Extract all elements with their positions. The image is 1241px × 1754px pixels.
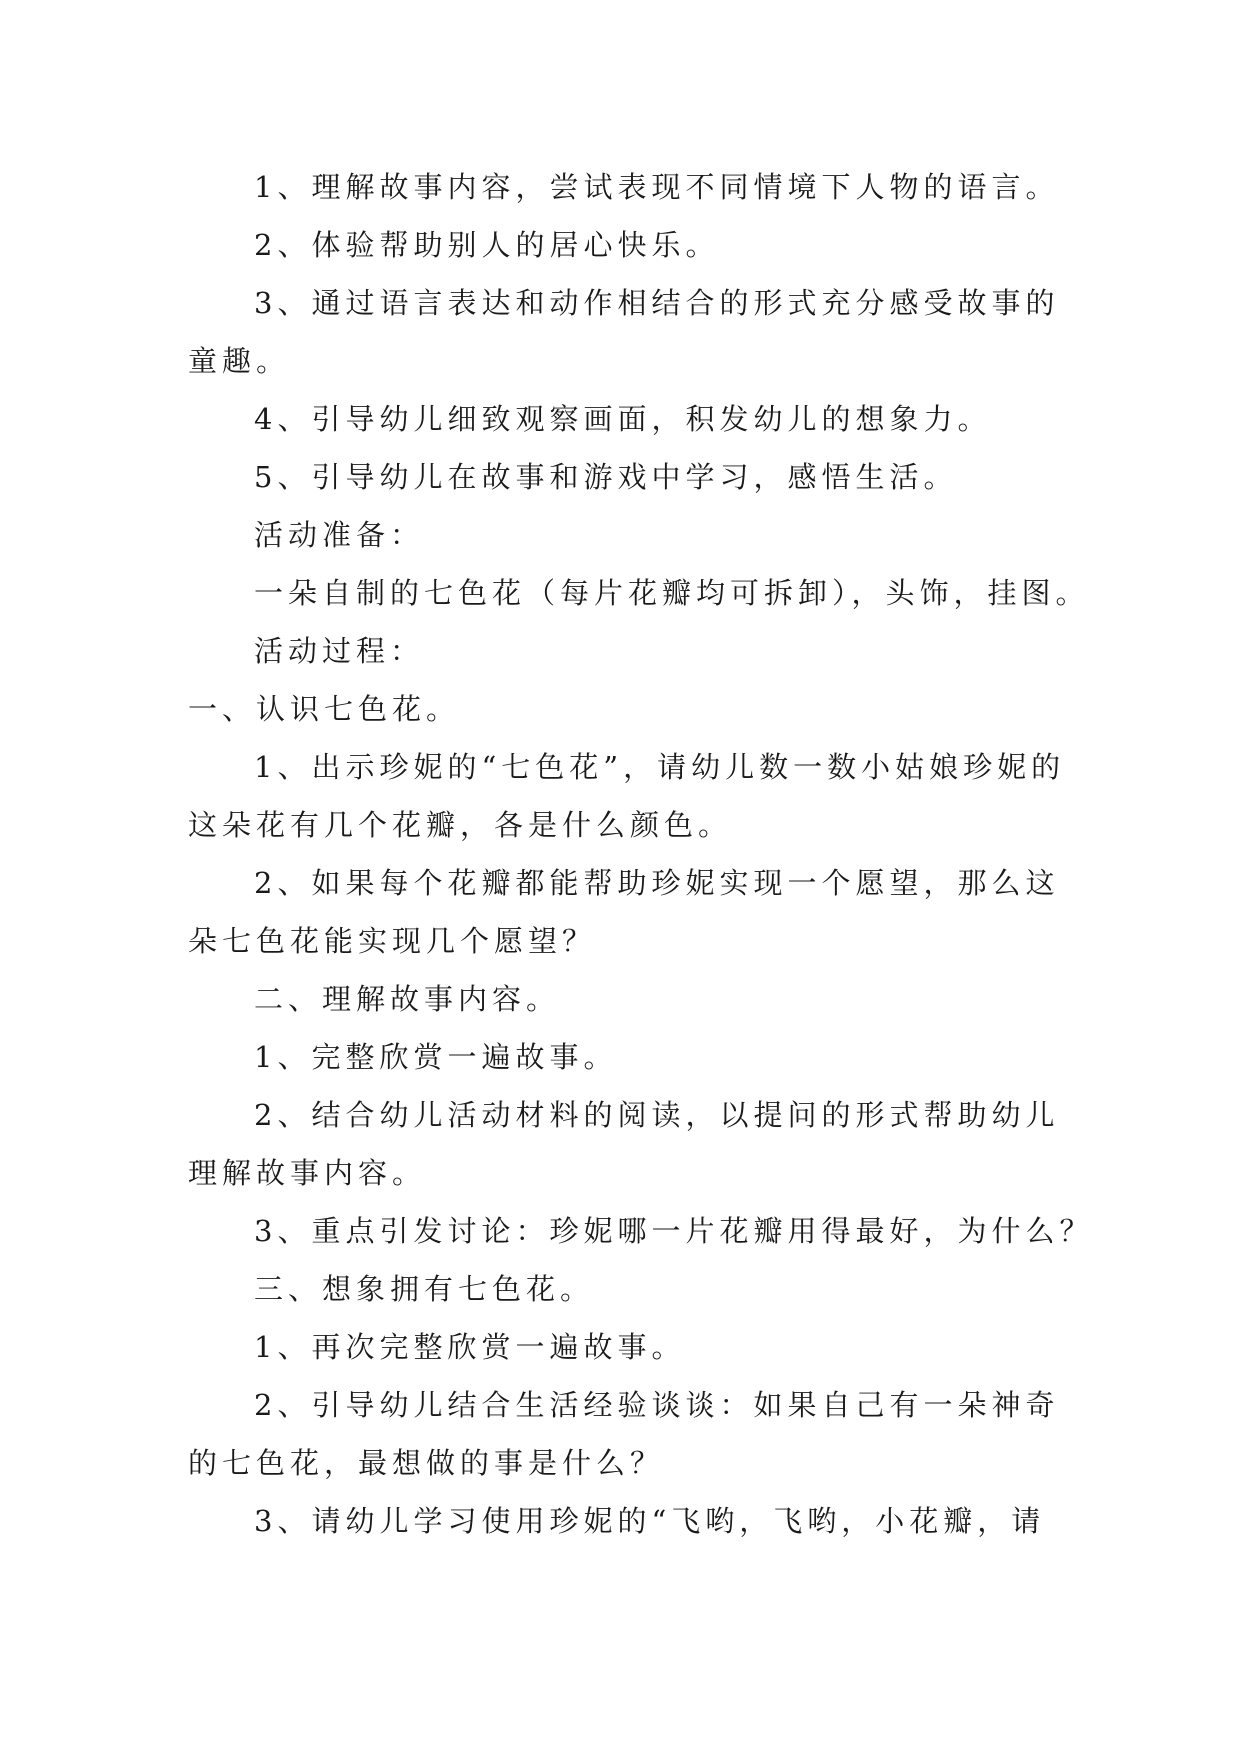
section-heading: 二、理解故事内容。: [254, 982, 561, 1016]
section-heading: 活动准备：: [254, 518, 425, 552]
paragraph-line: 1、再次完整欣赏一遍故事。: [254, 1330, 686, 1364]
paragraph-line: 5、引导幼儿在故事和游戏中学习，感悟生活。: [254, 460, 958, 494]
paragraph-line: 3、重点引发讨论：珍妮哪一片花瓣用得最好，为什么？: [254, 1214, 1094, 1248]
paragraph-line: 1、理解故事内容，尝试表现不同情境下人物的语言。: [254, 170, 1060, 204]
paragraph-line: 理解故事内容。: [188, 1156, 427, 1190]
paragraph-line: 1、出示珍妮的“七色花”，请幼儿数一数小姑娘珍妮的: [254, 750, 1066, 784]
paragraph-line: 的七色花，最想做的事是什么？: [188, 1446, 665, 1480]
paragraph-line: 2、结合幼儿活动材料的阅读，以提问的形式帮助幼儿: [254, 1098, 1060, 1132]
section-heading: 一、认识七色花。: [188, 692, 461, 726]
paragraph-line: 4、引导幼儿细致观察画面，积发幼儿的想象力。: [254, 402, 992, 436]
paragraph-line: 3、请幼儿学习使用珍妮的“飞哟，飞哟，小花瓣，请: [254, 1504, 1046, 1538]
section-heading: 三、想象拥有七色花。: [254, 1272, 595, 1306]
paragraph-line: 一朵自制的七色花（每片花瓣均可拆卸），头饰，挂图。: [254, 576, 1090, 610]
paragraph-line: 3、通过语言表达和动作相结合的形式充分感受故事的: [254, 286, 1060, 320]
paragraph-line: 2、如果每个花瓣都能帮助珍妮实现一个愿望，那么这: [254, 866, 1060, 900]
paragraph-line: 2、引导幼儿结合生活经验谈谈：如果自己有一朵神奇: [254, 1388, 1060, 1422]
paragraph-line: 2、体验帮助别人的居心快乐。: [254, 228, 720, 262]
paragraph-line: 1、完整欣赏一遍故事。: [254, 1040, 618, 1074]
paragraph-line: 童趣。: [188, 344, 291, 378]
document-body: [188, 158, 1094, 1550]
paragraph-line: 朵七色花能实现几个愿望？: [188, 924, 597, 958]
paragraph-line: 这朵花有几个花瓣，各是什么颜色。: [188, 808, 733, 842]
section-heading: 活动过程：: [254, 634, 425, 668]
